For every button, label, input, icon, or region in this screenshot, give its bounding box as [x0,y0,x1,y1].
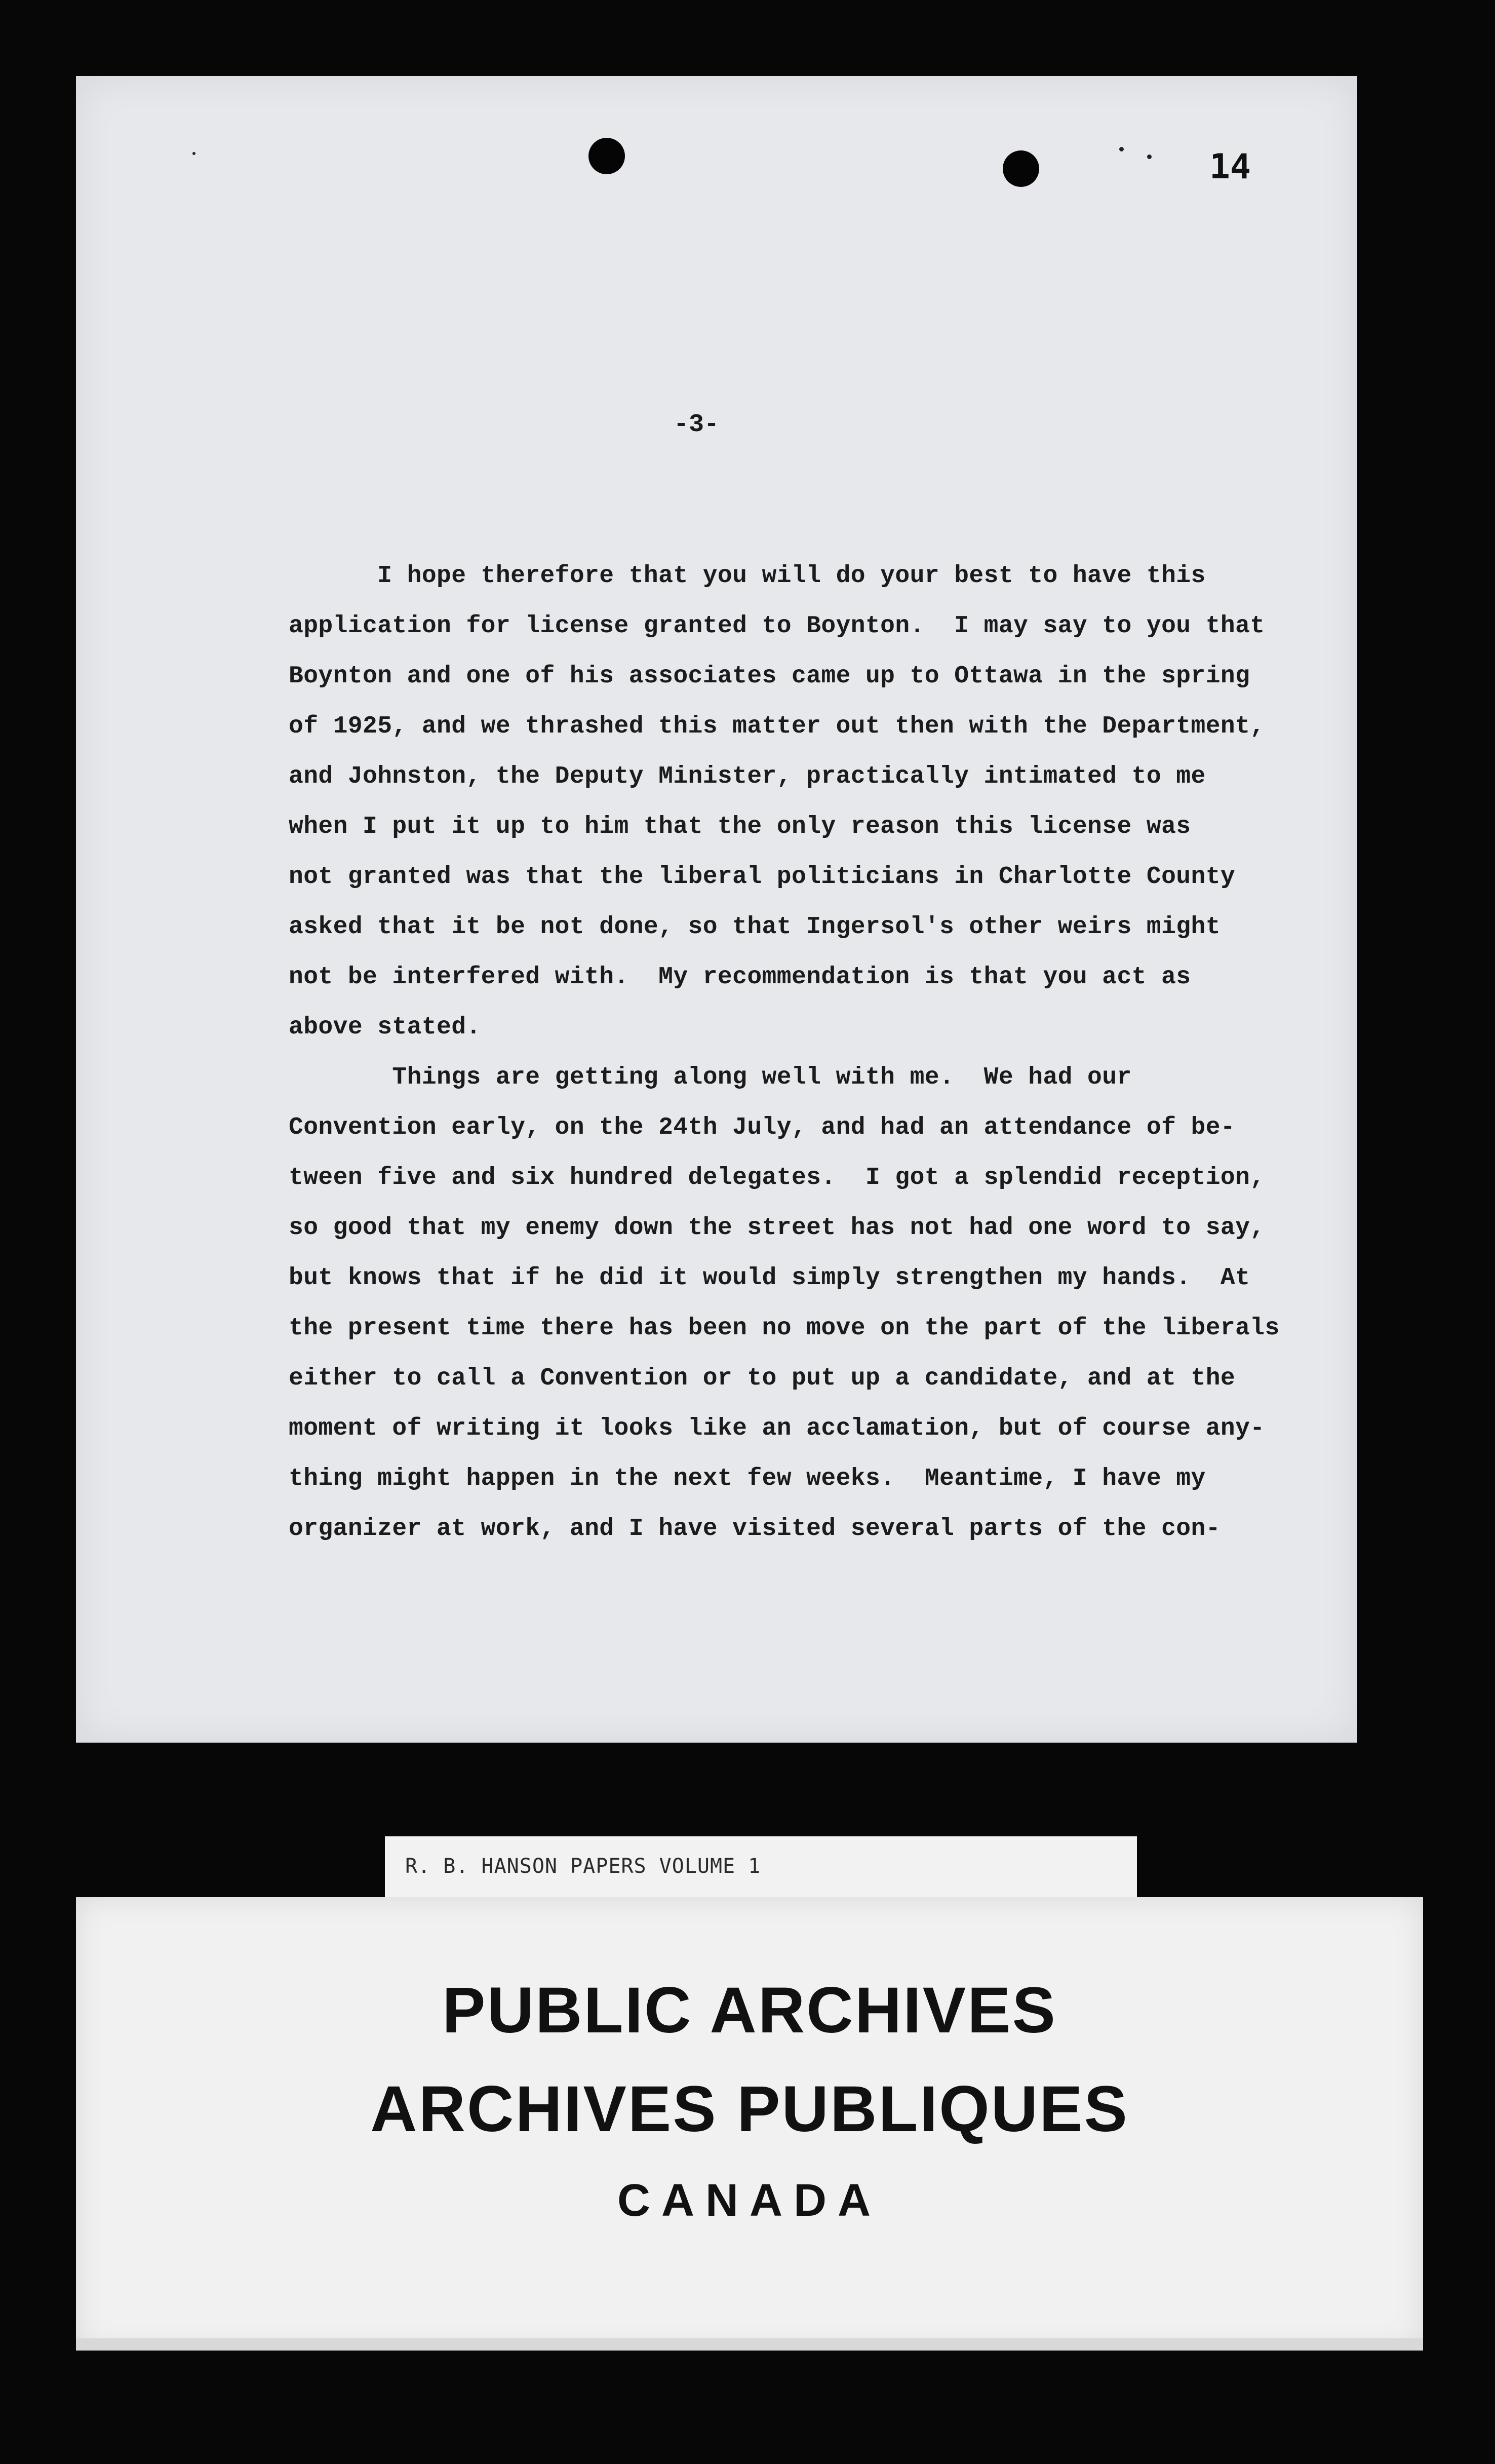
text-line: Things are getting along well with me. We had our [289,1064,1132,1091]
text-line: Boynton and one of his associates came up to Ottawa in the spring [289,663,1250,690]
text-line: application for license granted to Boynton. I may say to you that [289,612,1265,640]
collection-label [385,1836,1137,1898]
text-line: asked that it be not done, so that Ingersol's other weirs might [289,913,1221,941]
ink-speck [192,152,195,155]
page-marker: -3- [674,410,720,439]
archive-card [76,1897,1423,2351]
page-number: 14 [1209,147,1251,187]
text-line: Convention early, on the 24th July, and had an attendance of be- [289,1114,1236,1141]
letter-body [289,562,1372,1565]
letter-page [76,76,1357,1743]
text-line: either to call a Convention or to put up a candidate, and at the [289,1365,1236,1392]
archive-card-title-en: PUBLIC ARCHIVES [442,1974,1057,2047]
text-line: above stated. [289,1014,481,1041]
ink-speck [1147,155,1152,159]
ink-speck [1119,147,1124,151]
text-line: but knows that if he did it would simply strengthen my hands. At [289,1264,1250,1292]
text-line: the present time there has been no move on the part of the liberals [289,1315,1280,1342]
text-line: organizer at work, and I have visited several parts of the con- [289,1515,1221,1543]
text-line: I hope therefore that you will do your best to have this [289,562,1206,590]
text-line: tween five and six hundred delegates. I got a splendid reception, [289,1164,1265,1191]
text-line: moment of writing it looks like an acclamation, but of course any- [289,1415,1265,1442]
card-bottom-edge [76,2338,1423,2351]
text-line: and Johnston, the Deputy Minister, practically intimated to me [289,763,1206,790]
collection-label-text: R. B. HANSON PAPERS VOLUME 1 [405,1855,761,1878]
punch-hole-left [588,138,625,174]
punch-hole-right [1003,150,1039,187]
text-line: thing might happen in the next few weeks. Meantime, I have my [289,1465,1206,1492]
text-line: not be interfered with. My recommendation is that you act as [289,964,1191,991]
text-line: so good that my enemy down the street has not had one word to say, [289,1214,1265,1242]
text-line: not granted was that the liberal politicians in Charlotte County [289,863,1236,891]
archive-card-country: CANADA [617,2175,882,2226]
text-line: of 1925, and we thrashed this matter out then with the Department, [289,713,1265,740]
text-line: when I put it up to him that the only reason this license was [289,813,1191,840]
archive-card-title-fr: ARCHIVES PUBLIQUES [370,2073,1129,2145]
